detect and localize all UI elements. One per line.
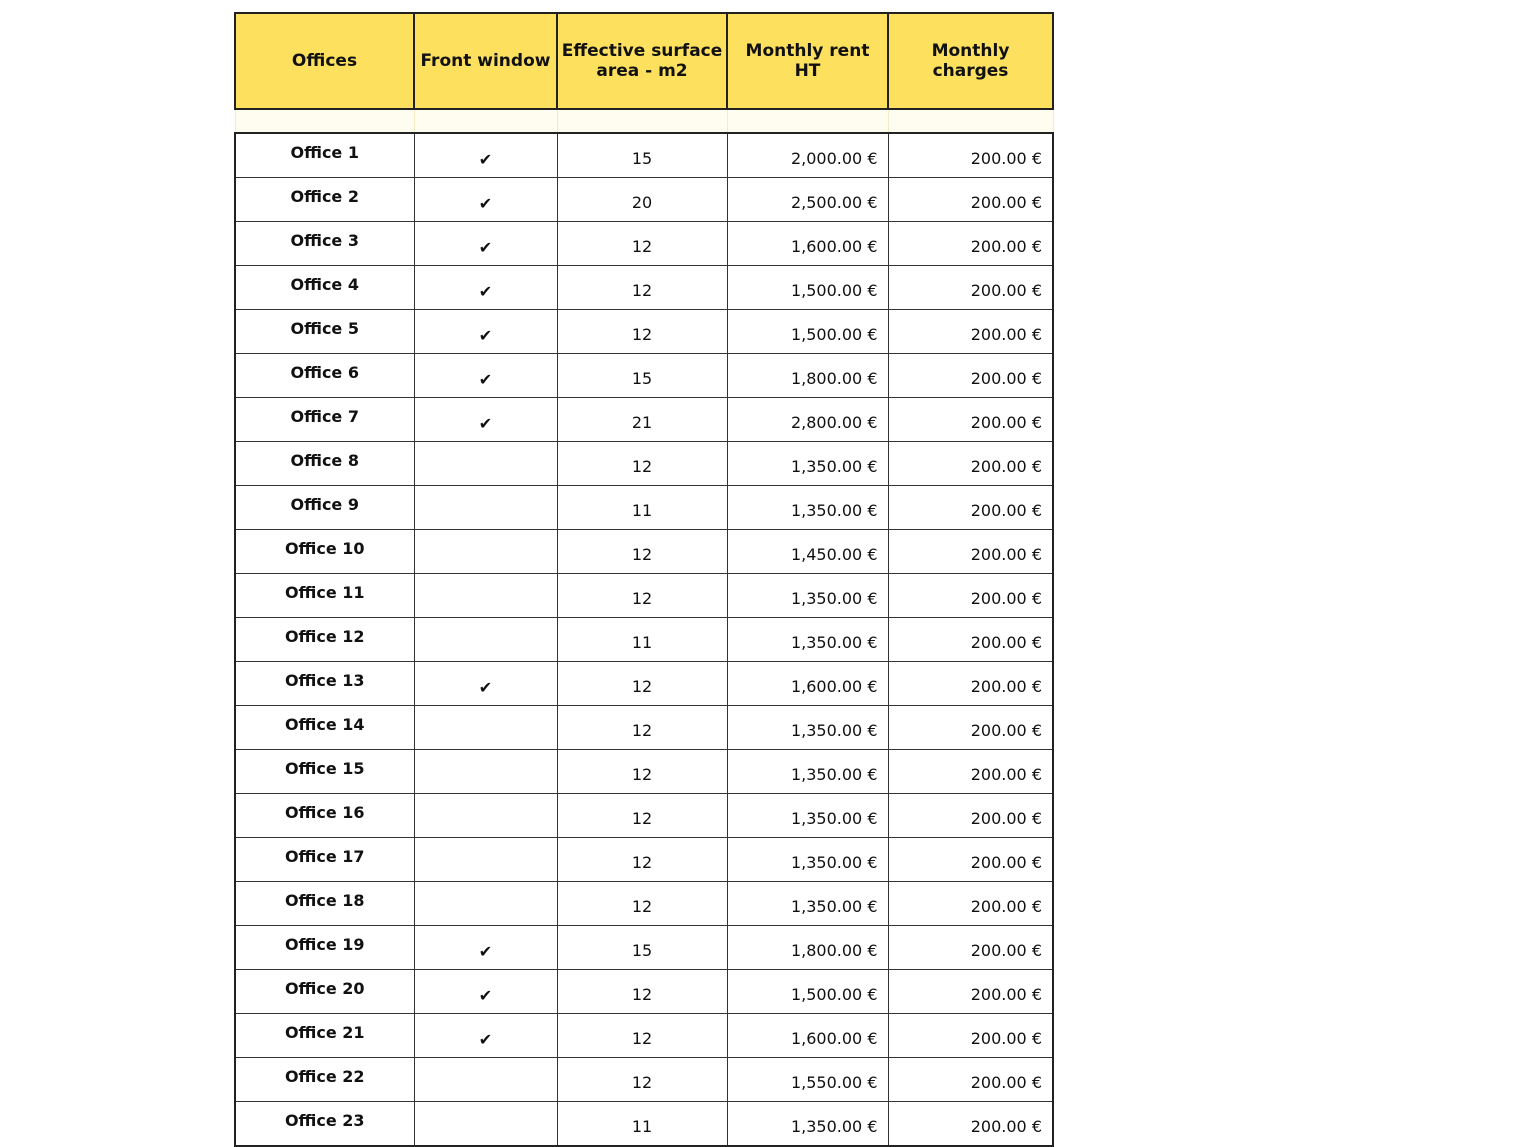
monthly-rent-cell: 1,350.00 €: [727, 486, 888, 530]
monthly-charges-cell: 200.00 €: [888, 1014, 1053, 1058]
monthly-charges-cell: 200.00 €: [888, 266, 1053, 310]
table-row: [235, 486, 1053, 530]
front-window-check-icon: [414, 574, 557, 618]
office-name-cell: Office 3: [235, 222, 414, 266]
front-window-check-icon: ✔: [414, 133, 557, 178]
office-name-cell: Office 23: [235, 1102, 414, 1147]
table-row: [235, 838, 1053, 882]
monthly-rent-cell: 1,600.00 €: [727, 222, 888, 266]
monthly-charges-cell: 200.00 €: [888, 222, 1053, 266]
monthly-rent-cell: 1,500.00 €: [727, 310, 888, 354]
table-row: [235, 794, 1053, 838]
monthly-rent-cell: 1,350.00 €: [727, 442, 888, 486]
table-row: [235, 133, 1053, 178]
monthly-rent-cell: 1,550.00 €: [727, 1058, 888, 1102]
office-name-cell: Office 14: [235, 706, 414, 750]
surface-area-cell: 11: [557, 618, 727, 662]
header-front-window: Front window: [414, 13, 557, 109]
surface-area-cell: 15: [557, 133, 727, 178]
table-row: [235, 442, 1053, 486]
surface-area-cell: 12: [557, 970, 727, 1014]
table-row: [235, 1014, 1053, 1058]
monthly-charges-cell: 200.00 €: [888, 838, 1053, 882]
surface-area-cell: 12: [557, 1058, 727, 1102]
table-body: [235, 133, 1053, 1146]
office-name-cell: Office 18: [235, 882, 414, 926]
monthly-charges-cell: 200.00 €: [888, 178, 1053, 222]
monthly-rent-cell: 1,350.00 €: [727, 794, 888, 838]
office-name-cell: Office 4: [235, 266, 414, 310]
office-rental-table-container: [234, 12, 1054, 1147]
front-window-check-icon: ✔: [414, 1014, 557, 1058]
header-monthly-charges: Monthly charges: [888, 13, 1053, 109]
office-name-cell: Office 6: [235, 354, 414, 398]
front-window-check-icon: ✔: [414, 662, 557, 706]
table-row: [235, 970, 1053, 1014]
monthly-charges-cell: 200.00 €: [888, 442, 1053, 486]
surface-area-cell: 20: [557, 178, 727, 222]
table-row: [235, 750, 1053, 794]
front-window-check-icon: ✔: [414, 310, 557, 354]
monthly-rent-cell: 1,800.00 €: [727, 354, 888, 398]
header-offices: Offices: [235, 13, 414, 109]
table-row: [235, 618, 1053, 662]
office-name-cell: Office 20: [235, 970, 414, 1014]
monthly-rent-cell: 2,000.00 €: [727, 133, 888, 178]
front-window-check-icon: ✔: [414, 222, 557, 266]
monthly-rent-cell: 1,350.00 €: [727, 706, 888, 750]
table-row: [235, 662, 1053, 706]
front-window-check-icon: [414, 838, 557, 882]
surface-area-cell: 12: [557, 266, 727, 310]
office-name-cell: Office 1: [235, 133, 414, 178]
monthly-rent-cell: 1,800.00 €: [727, 926, 888, 970]
surface-area-cell: 15: [557, 354, 727, 398]
surface-area-cell: 12: [557, 310, 727, 354]
monthly-rent-cell: 1,450.00 €: [727, 530, 888, 574]
front-window-check-icon: ✔: [414, 266, 557, 310]
office-rental-table: [234, 12, 1054, 1147]
monthly-rent-cell: 1,600.00 €: [727, 662, 888, 706]
monthly-rent-cell: 1,350.00 €: [727, 750, 888, 794]
surface-area-cell: 11: [557, 486, 727, 530]
surface-area-cell: 12: [557, 838, 727, 882]
office-name-cell: Office 21: [235, 1014, 414, 1058]
front-window-check-icon: ✔: [414, 398, 557, 442]
front-window-check-icon: ✔: [414, 970, 557, 1014]
table-row: [235, 178, 1053, 222]
monthly-charges-cell: 200.00 €: [888, 794, 1053, 838]
table-row: [235, 574, 1053, 618]
surface-area-cell: 21: [557, 398, 727, 442]
surface-area-cell: 12: [557, 750, 727, 794]
monthly-charges-cell: 200.00 €: [888, 310, 1053, 354]
surface-area-cell: 12: [557, 794, 727, 838]
front-window-check-icon: [414, 442, 557, 486]
monthly-charges-cell: 200.00 €: [888, 926, 1053, 970]
monthly-charges-cell: 200.00 €: [888, 574, 1053, 618]
monthly-rent-cell: 2,500.00 €: [727, 178, 888, 222]
monthly-charges-cell: 200.00 €: [888, 618, 1053, 662]
table-row: [235, 266, 1053, 310]
monthly-rent-cell: 1,500.00 €: [727, 970, 888, 1014]
office-name-cell: Office 9: [235, 486, 414, 530]
office-name-cell: Office 16: [235, 794, 414, 838]
monthly-charges-cell: 200.00 €: [888, 133, 1053, 178]
office-name-cell: Office 15: [235, 750, 414, 794]
front-window-check-icon: [414, 794, 557, 838]
surface-area-cell: 12: [557, 1014, 727, 1058]
table-row: [235, 882, 1053, 926]
surface-area-cell: 12: [557, 662, 727, 706]
table-row: [235, 1058, 1053, 1102]
monthly-charges-cell: 200.00 €: [888, 662, 1053, 706]
surface-area-cell: 12: [557, 574, 727, 618]
table-row: [235, 310, 1053, 354]
monthly-rent-cell: 1,350.00 €: [727, 618, 888, 662]
surface-area-cell: 12: [557, 530, 727, 574]
table-row: [235, 530, 1053, 574]
front-window-check-icon: ✔: [414, 178, 557, 222]
office-name-cell: Office 5: [235, 310, 414, 354]
front-window-check-icon: [414, 1058, 557, 1102]
monthly-rent-cell: 1,500.00 €: [727, 266, 888, 310]
office-name-cell: Office 8: [235, 442, 414, 486]
front-window-check-icon: [414, 486, 557, 530]
front-window-check-icon: [414, 530, 557, 574]
front-window-check-icon: [414, 882, 557, 926]
front-window-check-icon: [414, 618, 557, 662]
table-row: [235, 1102, 1053, 1147]
table-row: [235, 222, 1053, 266]
table-header: [235, 13, 1053, 109]
monthly-rent-cell: 1,350.00 €: [727, 838, 888, 882]
table-row: [235, 398, 1053, 442]
monthly-charges-cell: 200.00 €: [888, 882, 1053, 926]
header-row: [235, 13, 1053, 109]
monthly-charges-cell: 200.00 €: [888, 530, 1053, 574]
office-name-cell: Office 17: [235, 838, 414, 882]
monthly-rent-cell: 2,800.00 €: [727, 398, 888, 442]
spacer-band: [235, 109, 1053, 133]
monthly-charges-cell: 200.00 €: [888, 486, 1053, 530]
monthly-charges-cell: 200.00 €: [888, 1102, 1053, 1147]
surface-area-cell: 12: [557, 882, 727, 926]
table-row: [235, 706, 1053, 750]
monthly-rent-cell: 1,350.00 €: [727, 882, 888, 926]
monthly-charges-cell: 200.00 €: [888, 354, 1053, 398]
office-name-cell: Office 13: [235, 662, 414, 706]
monthly-charges-cell: 200.00 €: [888, 750, 1053, 794]
front-window-check-icon: ✔: [414, 354, 557, 398]
monthly-rent-cell: 1,600.00 €: [727, 1014, 888, 1058]
office-name-cell: Office 7: [235, 398, 414, 442]
office-name-cell: Office 22: [235, 1058, 414, 1102]
surface-area-cell: 11: [557, 1102, 727, 1147]
monthly-rent-cell: 1,350.00 €: [727, 574, 888, 618]
header-monthly-rent: Monthly rent HT: [727, 13, 888, 109]
surface-area-cell: 15: [557, 926, 727, 970]
spacer-row: [235, 109, 1053, 133]
front-window-check-icon: ✔: [414, 926, 557, 970]
surface-area-cell: 12: [557, 222, 727, 266]
office-name-cell: Office 11: [235, 574, 414, 618]
monthly-charges-cell: 200.00 €: [888, 398, 1053, 442]
front-window-check-icon: [414, 750, 557, 794]
monthly-charges-cell: 200.00 €: [888, 706, 1053, 750]
office-name-cell: Office 19: [235, 926, 414, 970]
office-name-cell: Office 12: [235, 618, 414, 662]
front-window-check-icon: [414, 706, 557, 750]
surface-area-cell: 12: [557, 442, 727, 486]
monthly-charges-cell: 200.00 €: [888, 970, 1053, 1014]
table-row: [235, 926, 1053, 970]
monthly-rent-cell: 1,350.00 €: [727, 1102, 888, 1147]
monthly-charges-cell: 200.00 €: [888, 1058, 1053, 1102]
office-name-cell: Office 2: [235, 178, 414, 222]
office-name-cell: Office 10: [235, 530, 414, 574]
table-row: [235, 354, 1053, 398]
surface-area-cell: 12: [557, 706, 727, 750]
header-surface-area: Effective surface area - m2: [557, 13, 727, 109]
front-window-check-icon: [414, 1102, 557, 1147]
